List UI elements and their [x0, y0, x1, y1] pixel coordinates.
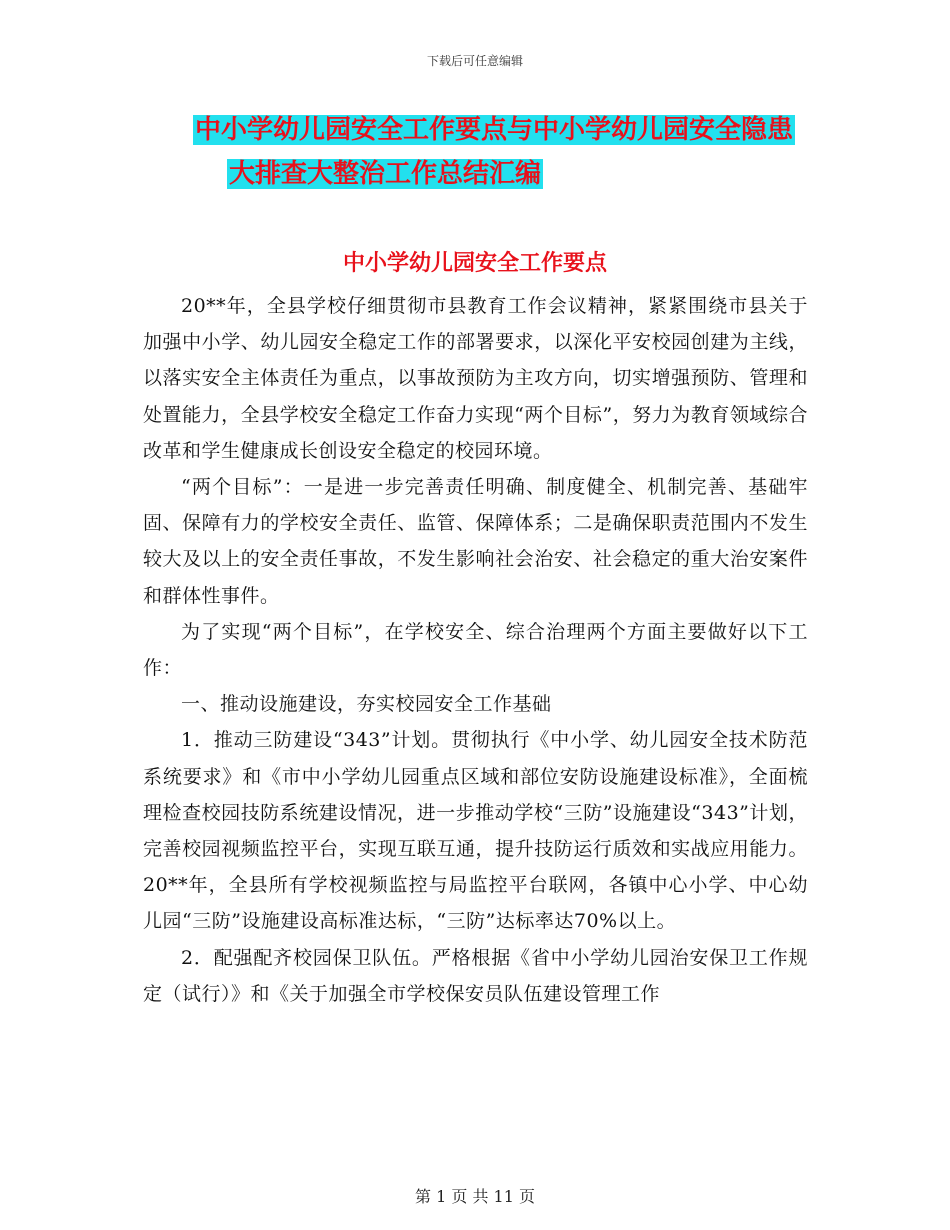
- document-title-text-1: 中小学幼儿园安全工作要点与中小学幼儿园安全隐患: [194, 115, 793, 145]
- paragraph-tasks: 为了实现“两个目标”，在学校安全、综合治理两个方面主要做好以下工作：: [143, 620, 808, 680]
- document-title-text-2: 大排查大整治工作总结汇编: [228, 159, 541, 189]
- document-title-line-1: [0, 112, 950, 148]
- header-note: 下载后可任意编辑: [426, 54, 523, 68]
- paragraph-item-2: 2．配强配齐校园保卫队伍。严格根据《省中小学幼儿园治安保卫工作规定（试行）》和《关于加强全市学校保安员队伍建设管理工作: [143, 946, 808, 1005]
- body-content: [143, 288, 808, 1012]
- page-footer: 第 1 页 共 11 页: [415, 1187, 535, 1206]
- paragraph-item-1: 1．推动三防建设“343”计划。贯彻执行《中小学、幼儿园安全技术防范系统要求》和《市中小学幼儿园重点区域和部位安防设施建设标准》，全面梳理检查校园技防系统建设情况，进一步推动学校“三防”设施建设“343”计划，完善校园视频监控平台，实现互联互通，提升技防运行质效和实战应用能力。20**年，全县所有学校视频监控与局监控平台联网，各镇中心小学、中心幼儿园“三防”设施建设高标准达标，“三防”达标率达70%以上。: [143, 729, 808, 933]
- paragraph-two-goals: “两个目标”：一是进一步完善责任明确、制度健全、机制完善、基础牢固、保障有力的学校安全责任、监管、保障体系；二是确保职责范围内不发生较大及以上的安全责任事故，不发生影响社会治安、社会稳定的重大治安案件和群体性事件。: [143, 476, 808, 607]
- document-title-line-2: [0, 156, 950, 192]
- paragraph-intro: 20**年，全县学校仔细贯彻市县教育工作会议精神，紧紧围绕市县关于加强中小学、幼儿园安全稳定工作的部署要求，以深化平安校园创建为主线，以落实安全主体责任为重点，以事故预防为主攻方向，切实增强预防、管理和处置能力，全县学校安全稳定工作奋力实现“两个目标”，努力为教育领域综合改革和学生健康成长创设安全稳定的校园环境。: [143, 295, 808, 462]
- subheading-facilities: 一、推动设施建设，夯实校园安全工作基础: [181, 693, 552, 716]
- section-heading: 中小学幼儿园安全工作要点: [342, 251, 607, 276]
